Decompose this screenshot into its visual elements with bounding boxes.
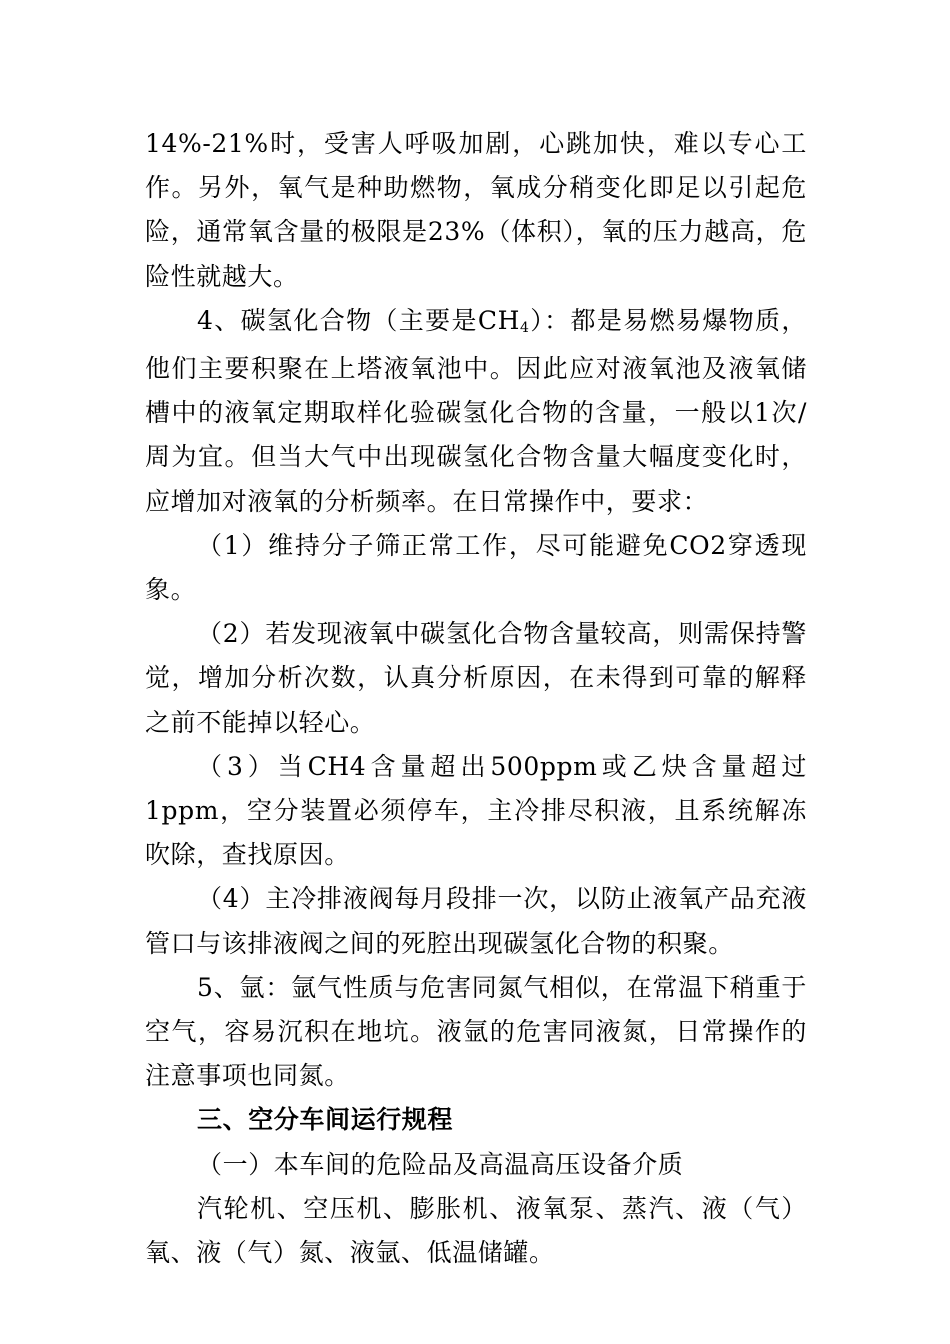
hydrocarbons-text-end: ）：都是易燃易爆物质，他们主要积聚在上塔液氧池中。因此应对液氧池及液氧储槽中的液氧定期取样化验碳氢化合物的含量，一般以1次/周为宜。但当大气中出现碳氢化合物含量大幅度变化时，应增加对液氧的分析频率。在日常操作中，要求： bbox=[145, 305, 807, 516]
paragraph-oxygen-hazard: 14%-21%时，受害人呼吸加剧，心跳加快，难以专心工作。另外，氧气是种助燃物，氧成分稍变化即足以引起危险，通常氧含量的极限是23%（体积），氧的压力越高，危险性就越大。 bbox=[145, 129, 807, 291]
subscript-four: 4 bbox=[520, 319, 530, 336]
paragraph-item-2: （2）若发现液氧中碳氢化合物含量较高，则需保持警觉，增加分析次数，认真分析原因，在未得到可靠的解释之前不能掉以轻心。 bbox=[145, 619, 807, 737]
section-heading: 三、空分车间运行规程 bbox=[197, 1105, 454, 1135]
paragraph-equipment-list: 汽轮机、空压机、膨胀机、液氧泵、蒸汽、液（气）氧、液（气）氮、液氩、低温储罐。 bbox=[145, 1193, 807, 1268]
document-body bbox=[145, 122, 807, 1275]
hydrocarbons-text-start: 4、碳氢化合物（主要是CH bbox=[197, 305, 521, 335]
paragraph-item-1: （1）维持分子筛正常工作，尽可能避免CO2穿透现象。 bbox=[145, 530, 807, 605]
subsection-heading: （一）本车间的危险品及高温高压设备介质 bbox=[197, 1149, 684, 1179]
paragraph-item-3: （3）当CH4含量超出500ppm或乙炔含量超过1ppm，空分装置必须停车，主冷排尽积液，且系统解冻吹除，查找原因。 bbox=[145, 751, 807, 870]
paragraph-hydrocarbons bbox=[145, 299, 807, 524]
paragraph-argon: 5、氩：氩气性质与危害同氮气相似，在常温下稍重于空气，容易沉积在地坑。液氩的危害同液氮，日常操作的注意事项也同氮。 bbox=[145, 972, 807, 1091]
paragraph-item-4: （4）主冷排液阀每月段排一次，以防止液氧产品充液管口与该排液阀之间的死腔出现碳氢化合物的积聚。 bbox=[145, 884, 807, 958]
